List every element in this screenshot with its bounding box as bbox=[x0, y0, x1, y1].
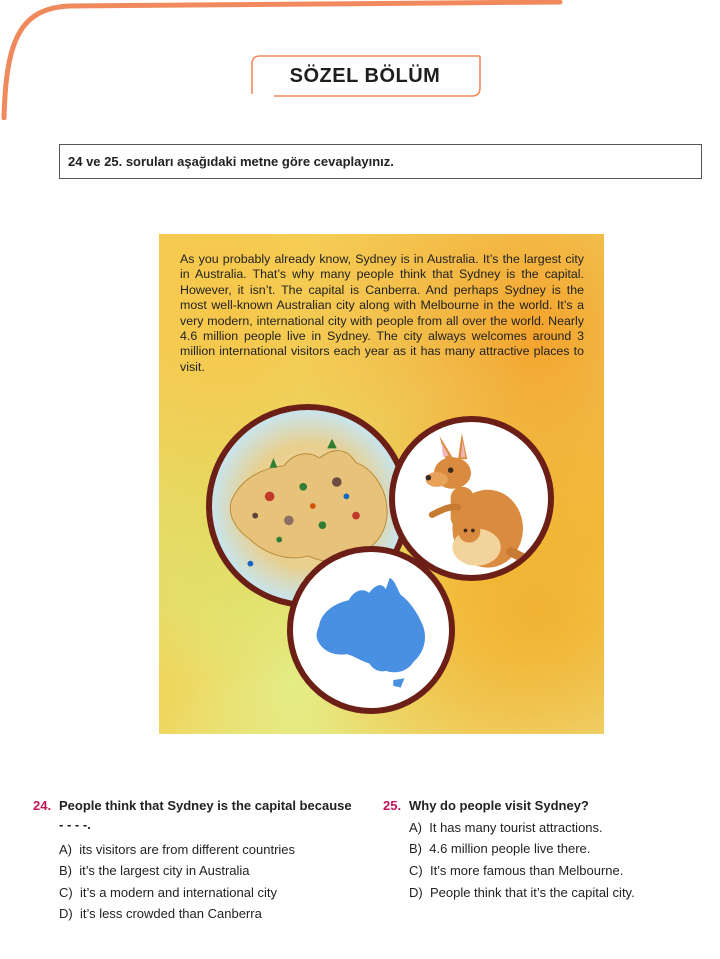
option-text: People think that it’s the capital city. bbox=[429, 885, 635, 900]
reading-poster bbox=[159, 234, 604, 734]
question-25-number: 25. bbox=[383, 798, 402, 813]
question-25-option-c[interactable] bbox=[409, 863, 623, 878]
option-label: D) bbox=[59, 906, 73, 921]
question-24-option-a[interactable] bbox=[59, 842, 295, 857]
question-24-number: 24. bbox=[33, 798, 52, 813]
option-label: A) bbox=[59, 842, 72, 857]
option-label: C) bbox=[409, 863, 423, 878]
question-25-option-d[interactable] bbox=[409, 885, 635, 900]
option-text: It’s more famous than Melbourne. bbox=[429, 863, 624, 878]
option-text: its visitors are from different countries bbox=[79, 842, 296, 857]
option-text: It has many tourist attractions. bbox=[429, 820, 603, 835]
question-24-option-d[interactable] bbox=[59, 906, 262, 921]
option-label: B) bbox=[59, 863, 72, 878]
section-title: SÖZEL BÖLÜM bbox=[289, 64, 441, 87]
option-text: it’s less crowded than Canberra bbox=[79, 906, 262, 921]
question-24-option-b[interactable] bbox=[59, 863, 250, 878]
option-label: C) bbox=[59, 885, 73, 900]
reading-passage: As you probably already know, Sydney is in Australia. It’s the largest city in Australia. That’s why many people think that Sydney is the capital. However, it isn’t. The capital is Canberra. And perhaps Sydney is the most well-known Australian city along with Melbourne in the world. It’s a very modern, international city with people from all over the world. Nearly 4.6 million people live in Sydney. The city always welcomes around 3 million international visitors each year as it has many attractive places to visit. bbox=[180, 252, 584, 374]
question-24-blank: - - - -. bbox=[59, 817, 91, 832]
australia-map-icon bbox=[293, 552, 449, 708]
option-text: it’s a modern and international city bbox=[79, 885, 277, 900]
instruction-box bbox=[59, 144, 702, 179]
option-text: it’s the largest city in Australia bbox=[79, 863, 250, 878]
option-text: 4.6 million people live there. bbox=[429, 841, 591, 856]
question-25-stem: Why do people visit Sydney? bbox=[409, 798, 589, 813]
question-24-stem: People think that Sydney is the capital because bbox=[59, 798, 352, 813]
option-label: B) bbox=[409, 841, 422, 856]
question-24-option-c[interactable] bbox=[59, 885, 277, 900]
instruction-text: 24 ve 25. soruları aşağıdaki metne göre cevaplayınız. bbox=[68, 154, 394, 169]
option-label: A) bbox=[409, 820, 422, 835]
option-label: D) bbox=[409, 885, 423, 900]
question-25-option-a[interactable] bbox=[409, 820, 603, 835]
question-25-option-b[interactable] bbox=[409, 841, 590, 856]
australia-outline-circle bbox=[287, 546, 455, 714]
